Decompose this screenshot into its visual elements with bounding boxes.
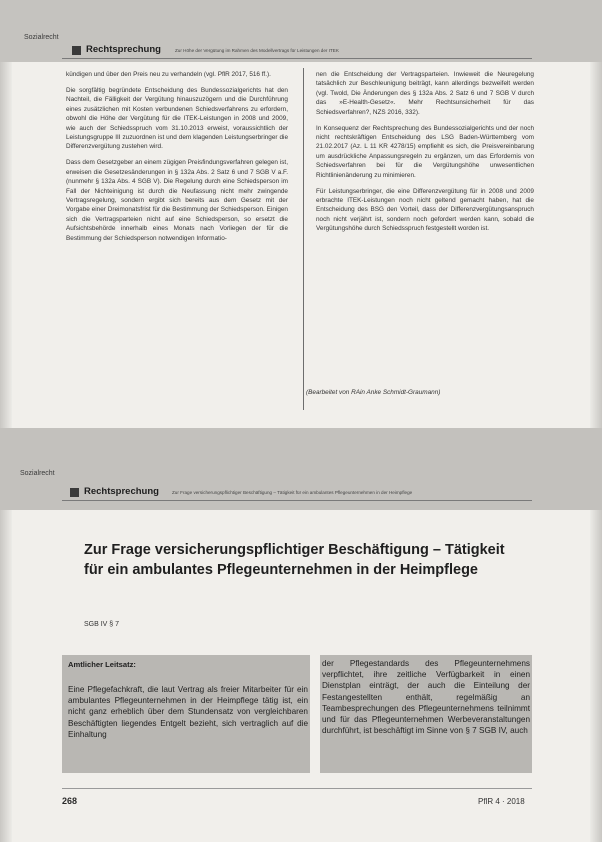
mid-header-band: [0, 428, 602, 510]
top-header-rule: [62, 58, 532, 59]
editor-credit: (Bearbeitet von RAin Anke Schmidt-Graumann): [306, 389, 441, 396]
left-text-column: [66, 70, 288, 250]
scan-edge-left: [0, 0, 12, 842]
mid-header-title: Rechtsprechung: [84, 486, 159, 497]
journal-label: PflR 4 · 2018: [478, 797, 525, 806]
footer-rule: [62, 788, 532, 789]
mid-section-label: Sozialrecht: [20, 470, 55, 477]
right-text-column: [316, 70, 534, 240]
mid-header-marker: [70, 488, 79, 497]
guideline-heading: Amtlicher Leitsatz:: [68, 660, 136, 669]
left-paragraph: Dass dem Gesetzgeber an einem zügigen Preisfindungsverfahren gelegen ist, erweisen die Gesetzesänderungen in § 132a Abs. 2 Satz 6 und 7 SGB V a.F. (nunmehr § 132a Abs. 4 SGB V). Die Regelung durch eine Schiedsperson im Fall der Nichteinigung ist durch die Neufassung nicht mehr zwingende Vertragsregelung, sondern ergibt sich bereits aus dem Gesetz mit der Vorgabe einer Dreimonatsfrist für die Bestimmung der Schiedsperson. Einigen sich die Vertragsparteien nicht auf eine Schiedsperson, so ersetzt die Aufsichtsbehörde innerhalb eines Monats nach Vorliegen der für die Bestimmung der Schiedsperson notwendigen Informatio-: [66, 159, 288, 242]
left-paragraph: Die sorgfältig begründete Entscheidung des Bundessozialgerichts hat den Nachteil, die Fälligkeit der Vergütung hinauszuzögern und die Durchführung eines zusätzlichen mit Kosten verbundenen Schiedsverfahrens zu erfordern, obwohl die Höhe der Vergütung für die ITEK-Leistungen in 2008 und 2009, wie auch der Schiedsspruch vom 31.10.2013 erweist, voraussichtlich der Leistungsgruppe III zuzuordnen ist und dem klagenden Leistungserbringer die Differenzvergütung zustehen wird.: [66, 87, 288, 151]
column-divider: [303, 68, 304, 410]
top-header-title: Rechtsprechung: [86, 44, 161, 55]
article-citation: SGB IV § 7: [84, 621, 120, 628]
article-title: Zur Frage versicherungspflichtiger Beschäftigung – Tätigkeit für ein ambulantes Pflegeunternehmen in der Heimpflege: [84, 542, 505, 578]
mid-header-rule: [62, 500, 532, 501]
mid-header-subtitle: Zur Frage versicherungspflichtiger Beschäftigung – Tätigkeit für ein ambulantes Pflegeunternehmen in der Heimpflege: [172, 490, 413, 495]
scan-edge-right: [590, 0, 602, 842]
guideline-text-right: der Pflegestandards des Pflegeunternehmens verpflichtet, ihre zeitliche Verfügbarkeit in einen Dienstplan einträgt, der auch die Einteilung der Festangestellten enthält, regelmäßig an Teambesprechungen des Pflegeunternehmens teilnimmt und für das Pflegeunternehmen Werbeveranstaltungen durchführt, ist beschäftigt im Sinne von § 7 SGB IV, auch: [322, 659, 530, 736]
left-paragraph: kündigen und über den Preis neu zu verhandeln (vgl. PflR 2017, 516 ff.).: [66, 71, 271, 78]
right-paragraph: In Konsequenz der Rechtsprechung des Bundessozialgerichts und der noch nicht rechtskräftigen Entscheidung des LSG Baden-Württemberg vom 21.02.2017 (Az. L 11 KR 4278/15) empfiehlt es sich, die Preisvereinbarung um ausdrückliche Anpassungsregeln zu ergänzen, um das Erfordernis von Schiedsverfahren bei für die Vergütungshöhe unwesentlichen Richtlinienänderung zu minimieren.: [316, 124, 534, 179]
top-header-marker: [72, 46, 81, 55]
right-paragraph: nen die Entscheidung der Vertragsparteien. Inwieweit die Neuregelung tatsächlich zur Beschleunigung beiträgt, kann allerdings bezweifelt werden (vgl. Twold, Die Änderungen des § 132a Abs. 2 Satz 6 und 7 SGB V durch das »E-Health-Gesetz«. Mehr Rechtsunsicherheit für das Schiedsverfahren?, NZS 2016, 332).: [316, 71, 534, 116]
top-header-subtitle: Zur Höhe der Vergütung im Rahmen des Modellvertrags für Leistungen der ITEK: [175, 48, 339, 53]
right-paragraph: Für Leistungserbringer, die eine Differenzvergütung für in 2008 und 2009 erbrachte ITEK-Leistungen noch nicht geltend gemacht haben, hat die Entscheidung des BSG den Vorteil, dass der Differenzvergütungsanspruch noch nicht verjährt ist, sondern noch gefordert werden kann, sobald die Vergütungshöhe durch Schiedsspruch festgestellt worden ist.: [316, 187, 534, 233]
page-number: 268: [62, 796, 78, 806]
top-section-label: Sozialrecht: [24, 34, 59, 41]
guideline-text-left: Eine Pflegefachkraft, die laut Vertrag als freier Mitarbeiter für ein ambulantes Pflegeunternehmen in der Heimpflege tätig ist, ein nicht ganz erheblich über dem Stundensatz von vergleichbaren Beschäftigten liegendes Entgelt bezieht, sich vertraglich auf die Einhaltung: [68, 685, 308, 739]
